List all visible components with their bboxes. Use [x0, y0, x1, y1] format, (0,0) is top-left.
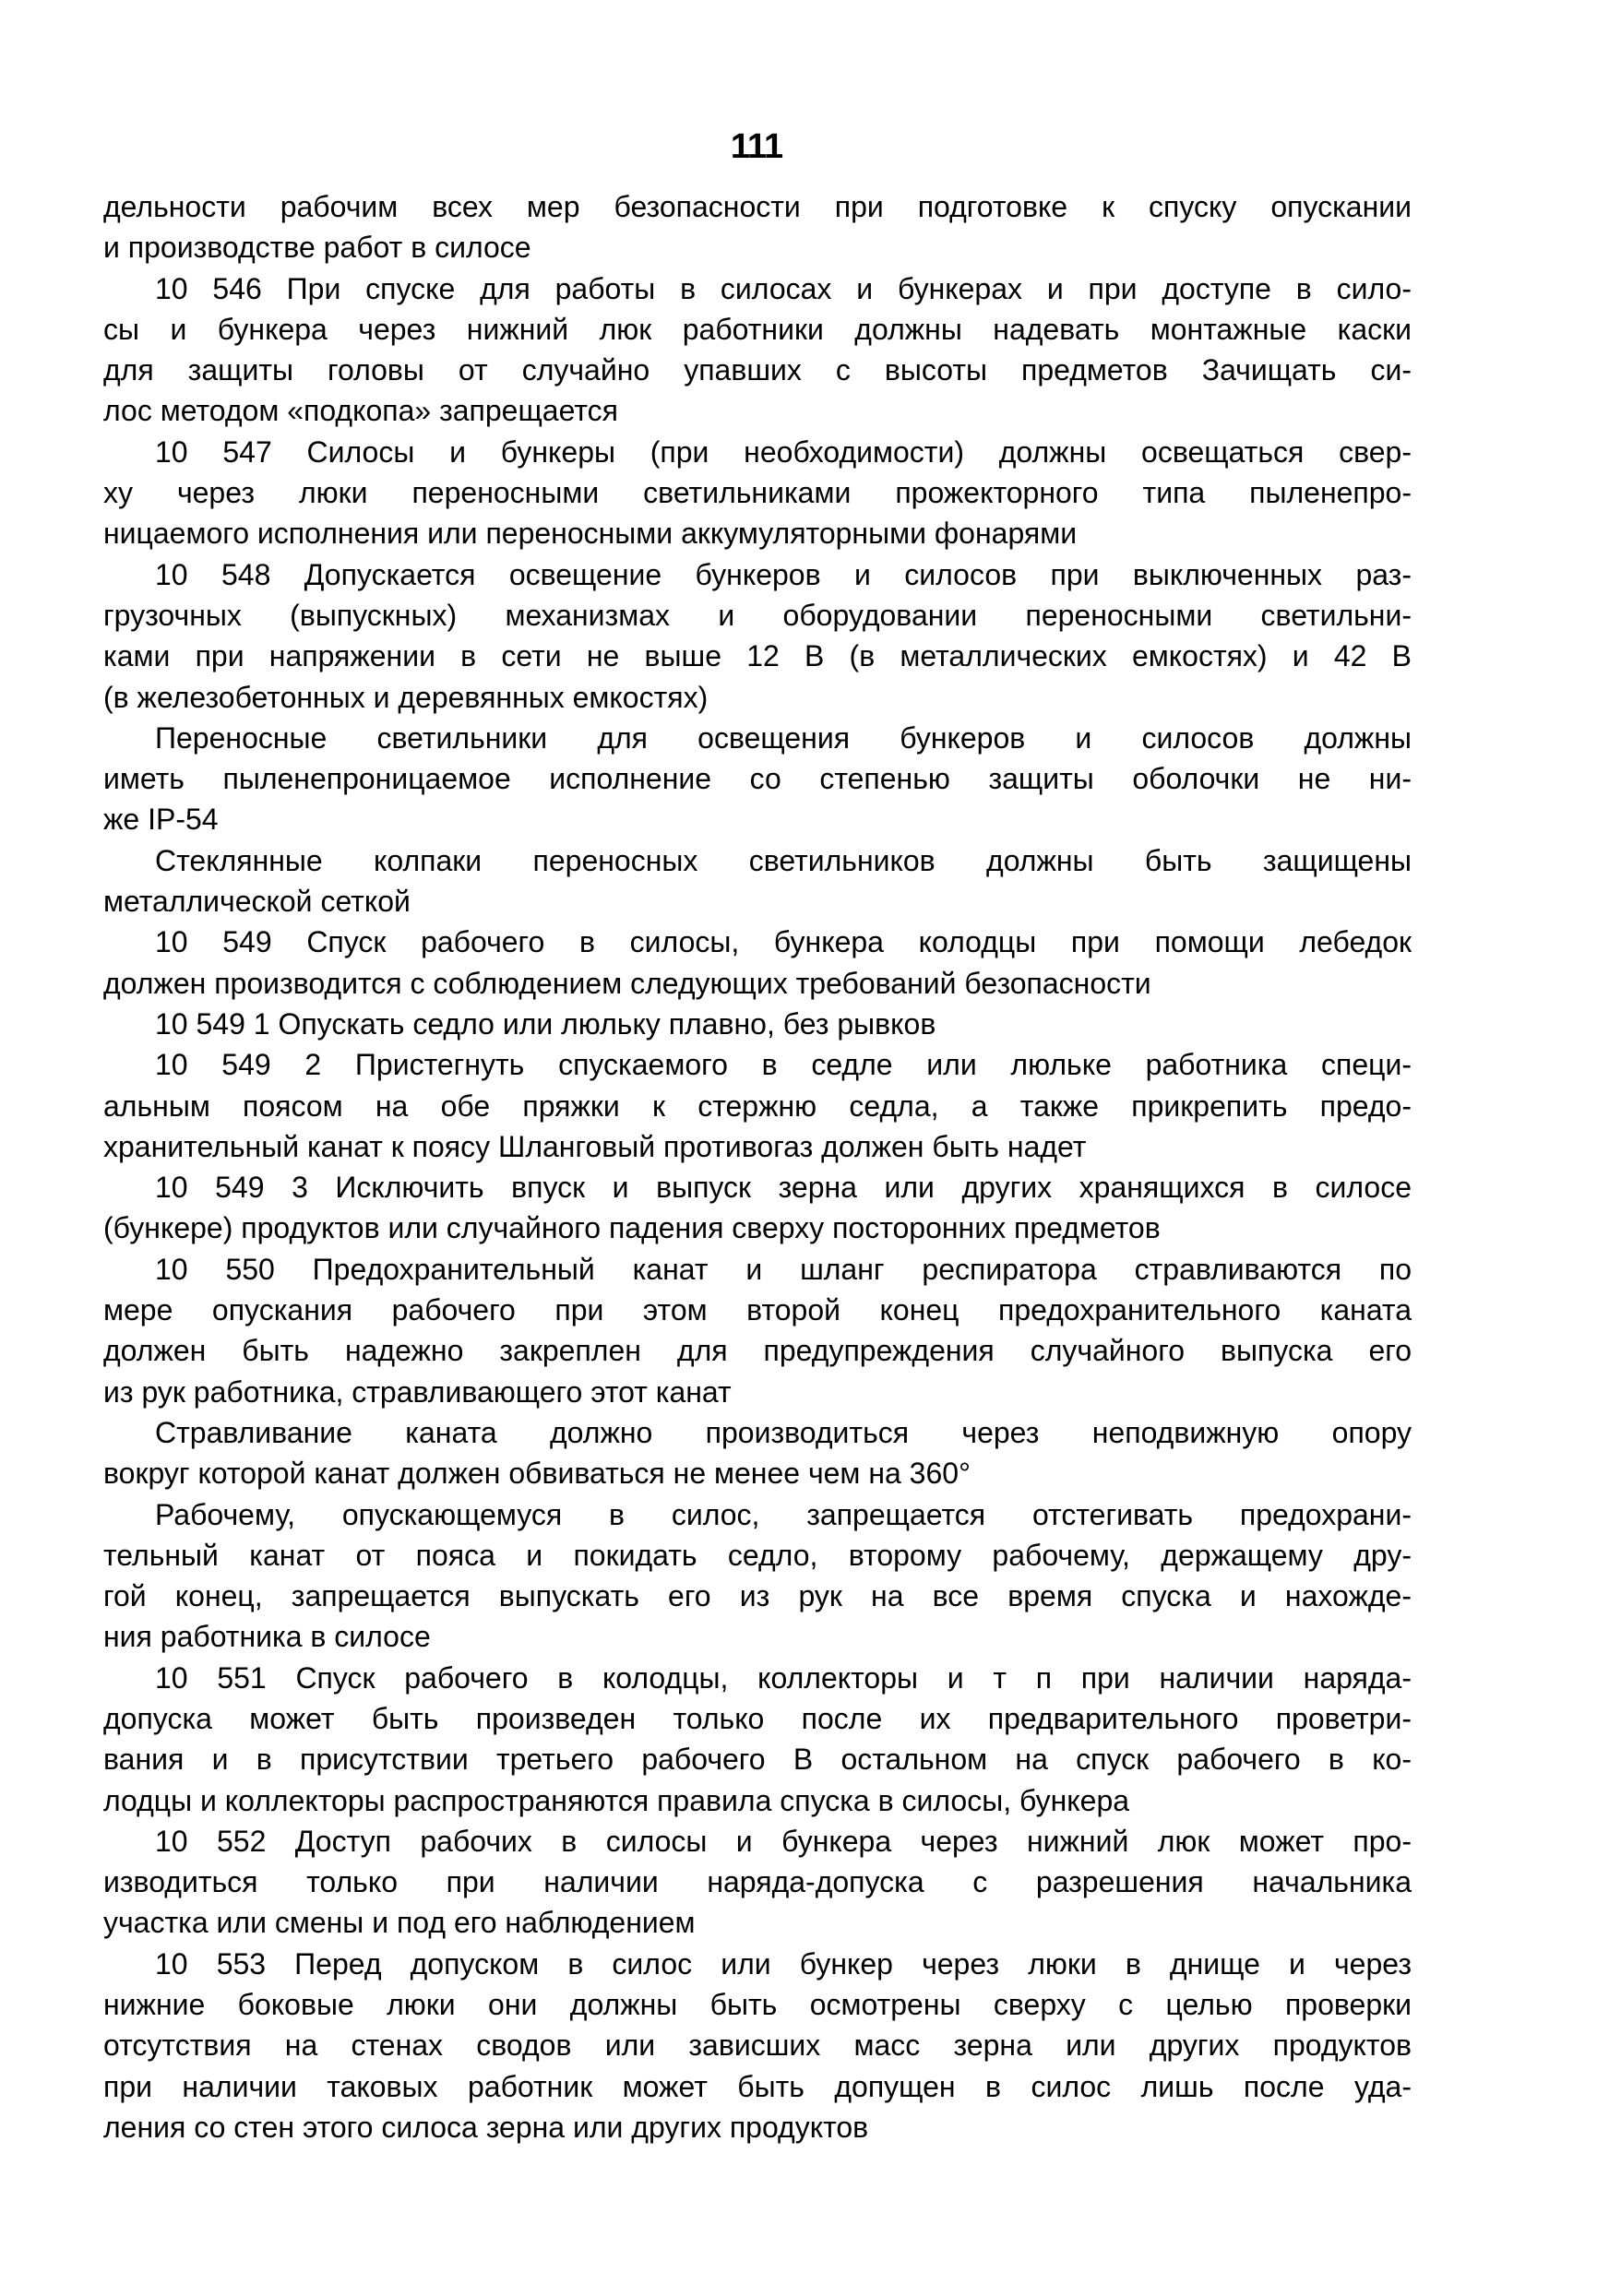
paragraph [103, 922, 1412, 1004]
text-line: ху через люки переносными светильниками прожекторного типа пыленепро- [103, 476, 1412, 510]
text-line: допуска может быть произведен только после их предварительного проветри- [103, 1701, 1412, 1735]
text-line: же IP-54 [103, 803, 219, 837]
text-line: сы и бункера через нижний люк работники должны надевать монтажные каски [103, 312, 1412, 346]
paragraph [103, 1494, 1412, 1658]
text-line: 10 551 Спуск рабочего в колодцы, коллекторы и т п при наличии наряда- [155, 1660, 1412, 1695]
text-line: должен быть надежно закреплен для предупреждения случайного выпуска его [103, 1334, 1412, 1368]
text-line: изводиться только при наличии наряда-допуска с разрешения начальника [103, 1865, 1412, 1899]
text-line: дельности рабочим всех мер безопасности при подготовке к спуску опускании [103, 190, 1412, 223]
text-line: ления со стен этого силоса зерна или других продуктов [103, 2110, 869, 2144]
text-line: мере опускания рабочего при этом второй конец предохранительного каната [103, 1293, 1412, 1327]
text-line: Переносные светильники для освещения бункеров и силосов должны [155, 720, 1412, 755]
text-line: ния работника в силосе [103, 1620, 431, 1654]
text-line: 10 548 Допускается освещение бункеров и силосов при выключенных раз- [155, 557, 1412, 591]
text-line: 10 552 Доступ рабочих в силосы и бункера через нижний люк может про- [155, 1824, 1412, 1858]
paragraph [103, 718, 1412, 840]
paragraph [103, 1658, 1412, 1821]
paragraph [103, 1004, 1412, 1044]
paragraph [103, 1944, 1412, 2147]
text-line: Рабочему, опускающемуся в силос, запрещается отстегивать предохрани- [155, 1497, 1412, 1531]
text-line: 10 549 Спуск рабочего в силосы, бункера колодцы при помощи лебедок [155, 925, 1412, 959]
paragraph [103, 1044, 1412, 1167]
text-line: ницаемого исполнения или переносными аккумуляторными фонарями [103, 517, 1078, 551]
text-line: 10 547 Силосы и бункеры (при необходимости) должны освещаться свер- [155, 434, 1412, 469]
text-line: альным поясом на обе пряжки к стержню седла, а также прикрепить предо- [103, 1089, 1412, 1123]
text-line: должен производится с соблюдением следующих требований безопасности [103, 966, 1151, 1000]
text-line: отсутствия на стенах сводов или зависших масс зерна или других продуктов [103, 2028, 1412, 2063]
paragraph [103, 554, 1412, 718]
paragraph [103, 1412, 1412, 1494]
text-line: (бункере) продуктов или случайного падения сверху посторонних предметов [103, 1211, 1161, 1245]
paragraph [103, 840, 1412, 922]
text-line: лодцы и коллекторы распространяются правила спуска в силосы, бункера [103, 1783, 1130, 1817]
text-line: вокруг которой канат должен обвиваться не менее чем на 360° [103, 1457, 971, 1491]
paragraph [103, 186, 1412, 268]
text-line: нижние боковые люки они должны быть осмотрены сверху с целью проверки [103, 1988, 1412, 2022]
text-line: 10 549 2 Пристегнуть спускаемого в седле или люльке работника специ- [155, 1048, 1412, 1082]
text-line: лос методом «подкопа» запрещается [103, 394, 618, 428]
paragraph [103, 1821, 1412, 1944]
text-line: металлической сеткой [103, 885, 411, 919]
text-line: (в железобетонных и деревянных емкостях) [103, 680, 709, 714]
text-line: участка или смены и под его наблюдением [103, 1906, 696, 1940]
text-line: 10 553 Перед допуском в силос или бункер через люки в днище и через [155, 1946, 1412, 1981]
text-line: 10 549 3 Исключить впуск и выпуск зерна или других хранящихся в силосе [155, 1171, 1412, 1205]
text-line: ками при напряжении в сети не выше 12 В (в металлических емкостях) и 42 В [103, 639, 1412, 673]
text-line: 10 549 1 Опускать седло или люльку плавно, без рывков [155, 1006, 936, 1041]
page-number: 111 [730, 127, 783, 166]
paragraph [103, 1167, 1412, 1249]
document-body [103, 186, 1412, 2147]
text-line: при наличии таковых работник может быть допущен в силос лишь после уда- [103, 2069, 1412, 2103]
text-line: грузочных (выпускных) механизмах и оборудовании переносными светильни- [103, 598, 1412, 632]
text-line: Стеклянные колпаки переносных светильников должны быть защищены [155, 843, 1412, 877]
paragraph [103, 1249, 1412, 1412]
text-line: и производстве работ в силосе [103, 231, 531, 265]
text-line: 10 546 При спуске для работы в силосах и бункерах и при доступе в сило- [155, 271, 1412, 305]
text-line: для защиты головы от случайно упавших с высоты предметов Зачищать си- [103, 353, 1412, 387]
text-line: иметь пыленепроницаемое исполнение со степенью защиты оболочки не ни- [103, 762, 1412, 796]
paragraph [103, 432, 1412, 554]
text-line: из рук работника, стравливающего этот канат [103, 1374, 732, 1409]
text-line: Стравливание каната должно производиться через неподвижную опору [155, 1415, 1412, 1449]
paragraph [103, 268, 1412, 432]
text-line: тельный канат от пояса и покидать седло, второму рабочему, держащему дру- [103, 1538, 1412, 1572]
text-line: хранительный канат к поясу Шланговый противогаз должен быть надет [103, 1129, 1087, 1163]
text-line: 10 550 Предохранительный канат и шланг респиратора стравливаются по [155, 1252, 1412, 1286]
text-line: гой конец, запрещается выпускать его из рук на все время спуска и нахожде- [103, 1579, 1412, 1613]
text-line: вания и в присутствии третьего рабочего В остальном на спуск рабочего в ко- [103, 1743, 1412, 1777]
